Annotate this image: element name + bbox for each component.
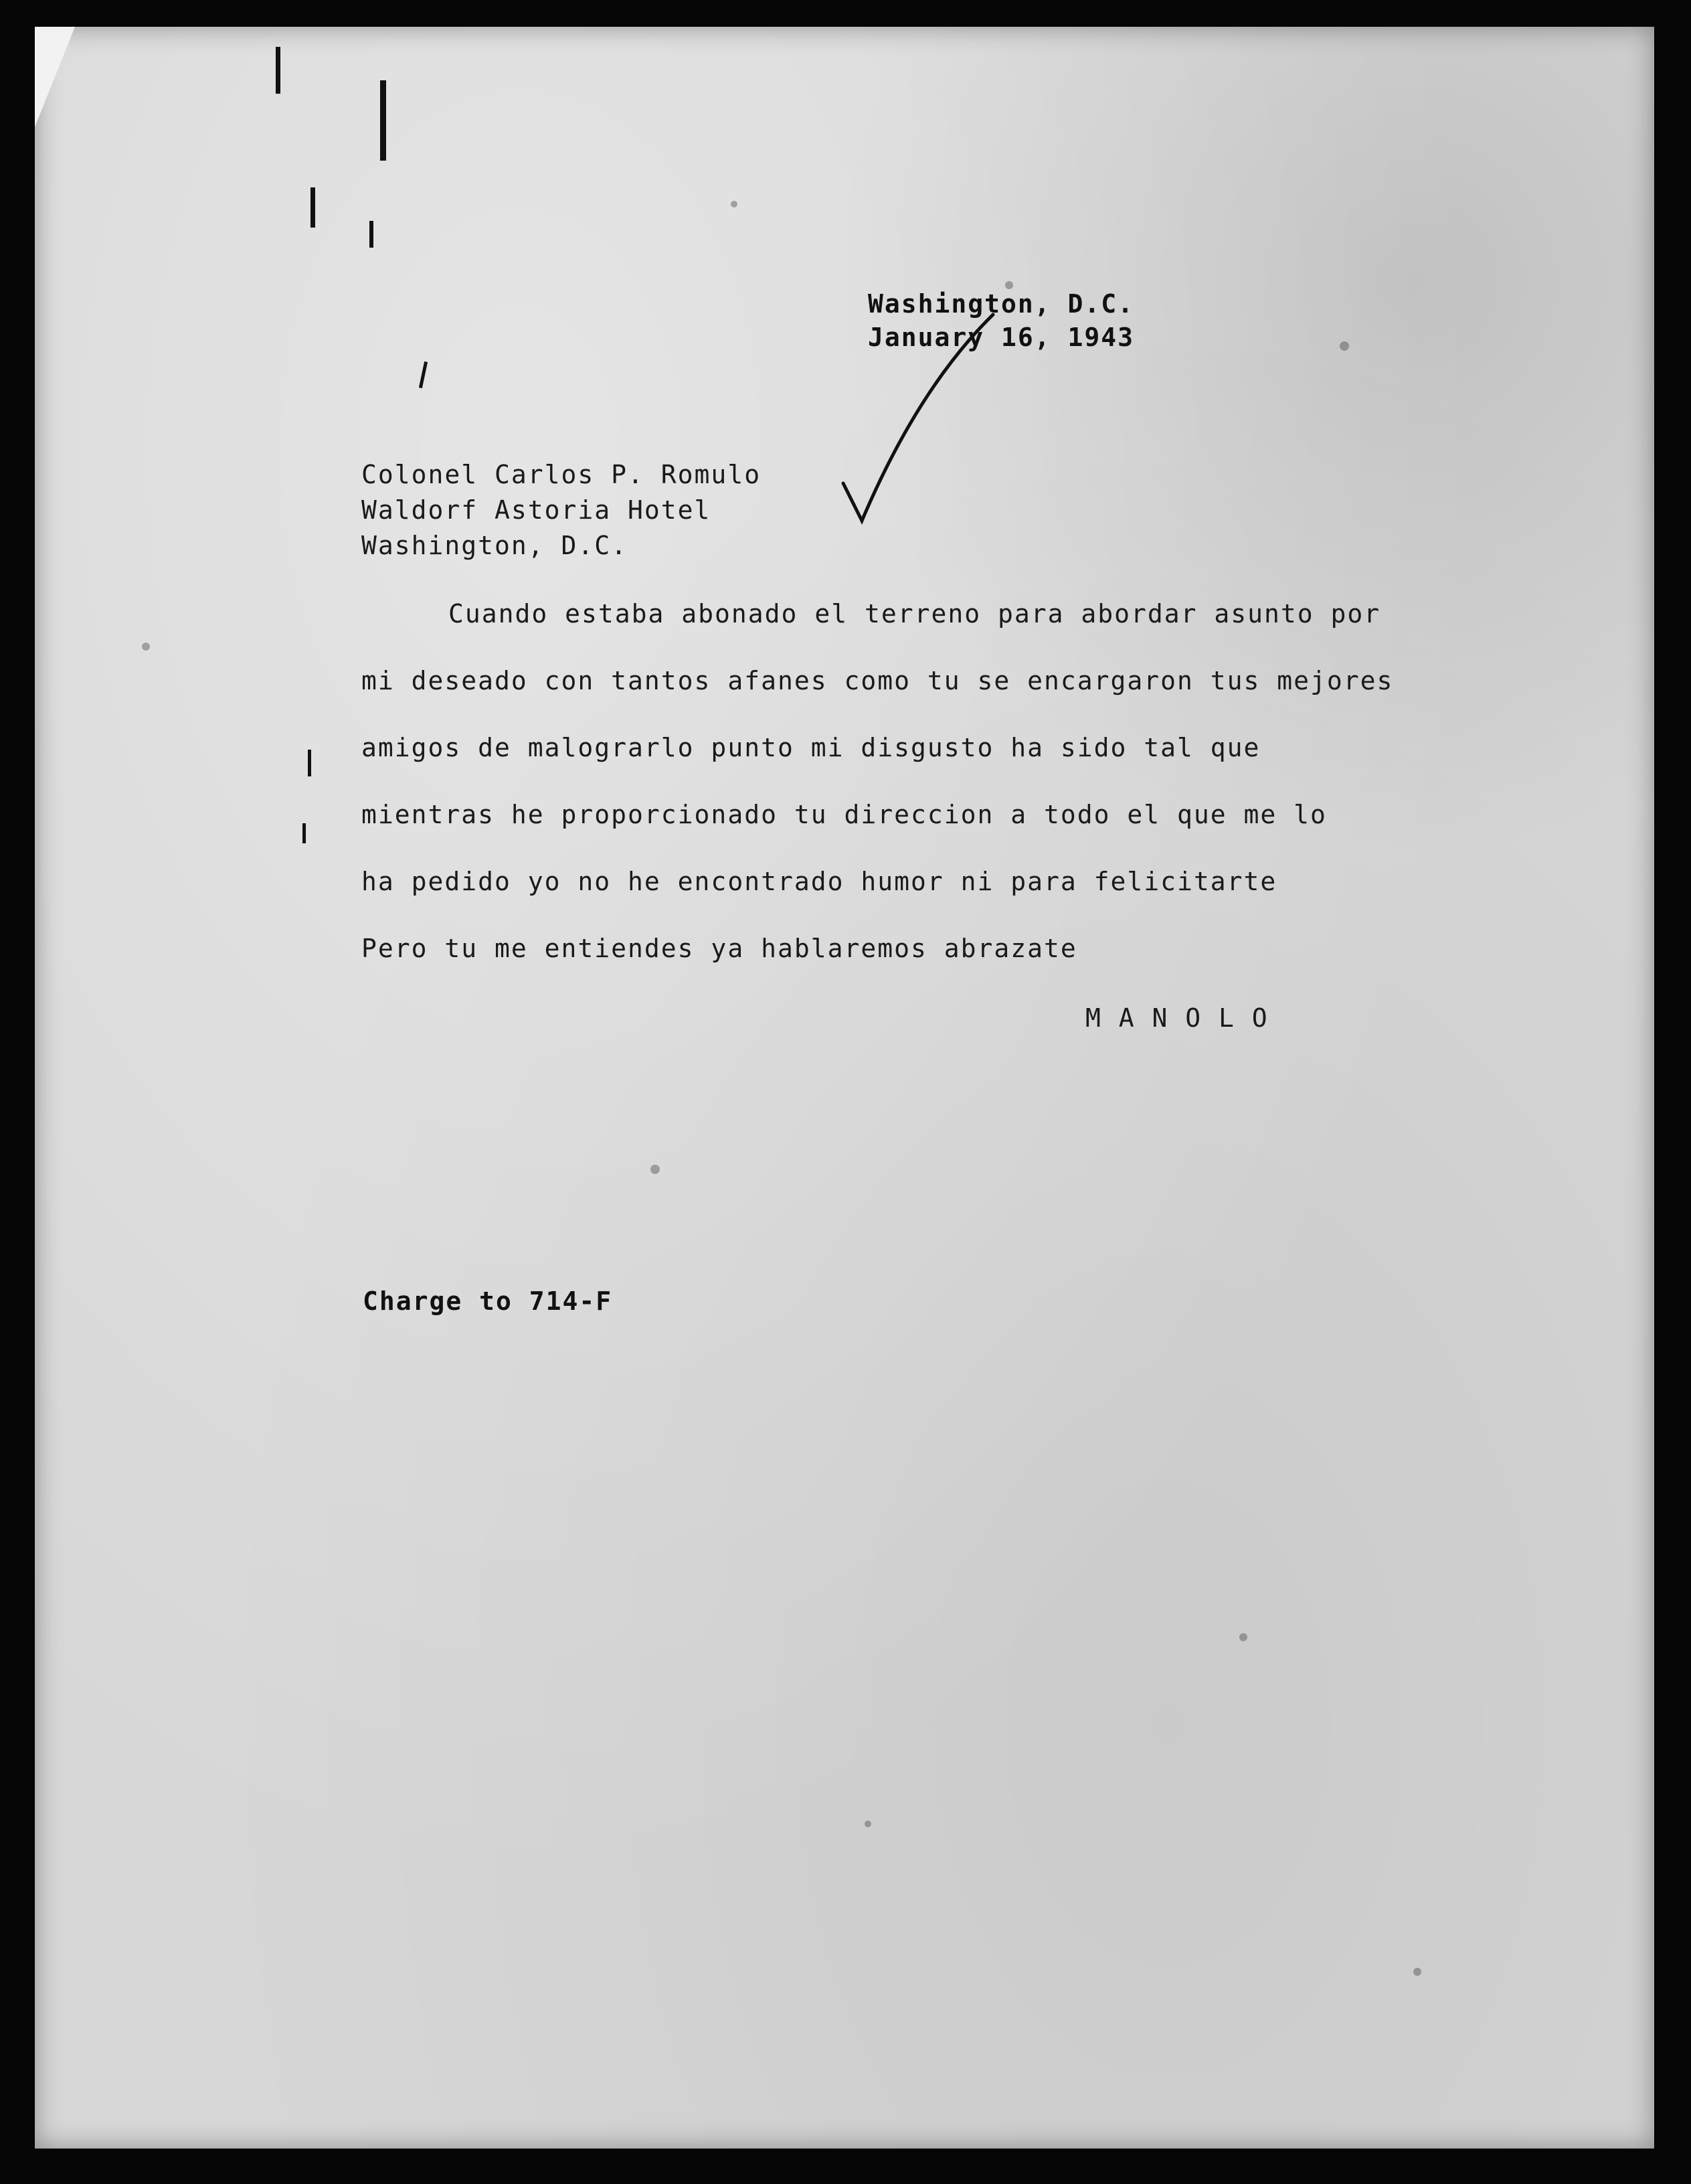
paper-speck: [1413, 1968, 1421, 1976]
paper-speck: [142, 643, 150, 651]
signature: M A N O L O: [1085, 1003, 1269, 1033]
margin-mark: [369, 221, 373, 248]
paper-speck: [1239, 1633, 1247, 1641]
body-line: Cuando estaba abonado el terreno para abordar asunto por: [448, 599, 1381, 628]
margin-mark: [419, 361, 428, 388]
paper-speck: [1340, 341, 1349, 351]
letter-date: January 16, 1943: [868, 323, 1135, 352]
margin-mark: [310, 187, 315, 228]
margin-mark: [276, 47, 280, 94]
folded-corner: [35, 27, 75, 127]
recipient-hotel: Waldorf Astoria Hotel: [361, 495, 711, 525]
check-mark-icon: [838, 308, 998, 529]
letter-place: Washington, D.C.: [868, 289, 1135, 319]
charge-line: Charge to 714-F: [363, 1286, 613, 1316]
recipient-name: Colonel Carlos P. Romulo: [361, 460, 762, 489]
body-line: amigos de malograrlo punto mi disgusto ha sido tal que: [361, 733, 1261, 762]
body-line: mi deseado con tantos afanes como tu se encargaron tus mejores: [361, 666, 1394, 695]
letter-page: [35, 27, 1654, 2149]
paper-speck: [731, 201, 737, 207]
body-line: ha pedido yo no he encontrado humor ni para felicitarte: [361, 867, 1277, 896]
margin-mark: [380, 80, 386, 161]
margin-mark: [308, 750, 311, 776]
recipient-city: Washington, D.C.: [361, 531, 628, 560]
paper-speck: [650, 1165, 660, 1174]
body-line: mientras he proporcionado tu direccion a todo el que me lo: [361, 800, 1327, 829]
paper-speck: [865, 1821, 871, 1827]
paper-speck: [1005, 281, 1013, 289]
margin-mark: [302, 823, 306, 843]
body-line: Pero tu me entiendes ya hablaremos abrazate: [361, 934, 1077, 963]
